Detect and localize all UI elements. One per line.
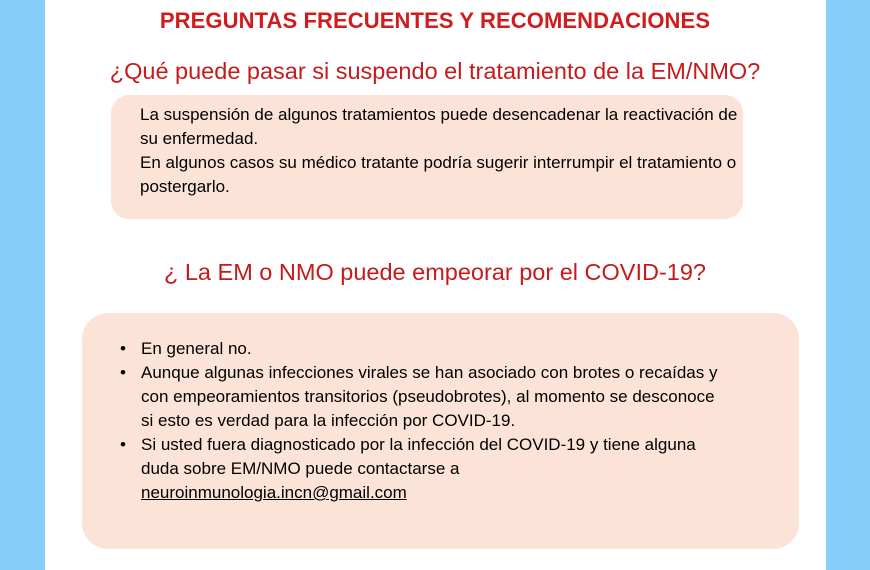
bullet-text: Si usted fuera diagnosticado por la infección del COVID-19 y tiene alguna duda sobre EM/NMO puede contactarse a xyxy=(141,435,696,478)
answer-card-suspend-treatment xyxy=(111,95,743,219)
question-covid-worsen: ¿ La EM o NMO puede empeorar por el COVID-19? xyxy=(163,259,707,285)
bullet-item: • En general no. xyxy=(120,337,731,361)
answer-paragraph: La suspensión de algunos tratamientos puede desencadenar la reactivación de su enfermedad. xyxy=(140,105,738,148)
answer-paragraph: En algunos casos su médico tratante podría sugerir interrumpir el tratamiento o postergarlo. xyxy=(140,153,737,196)
page-title: PREGUNTAS FRECUENTES Y RECOMENDACIONES xyxy=(159,8,711,33)
bullet-item xyxy=(120,433,731,505)
answer-card-covid xyxy=(82,313,799,549)
contact-email-link[interactable]: neuroinmunologia.incn@gmail.com xyxy=(141,483,407,502)
answer-bullet-list xyxy=(120,337,799,505)
bullet-item: • Aunque algunas infecciones virales se han asociado con brotes o recaídas y con empeoramientos transitorios (pseudobrotes), al momento se desconoce si esto es verdad para la infección por COVID-19. xyxy=(120,361,731,433)
question-suspend-treatment: ¿Qué puede pasar si suspendo el tratamiento de la EM/NMO? xyxy=(109,58,761,84)
document-page xyxy=(45,0,826,570)
